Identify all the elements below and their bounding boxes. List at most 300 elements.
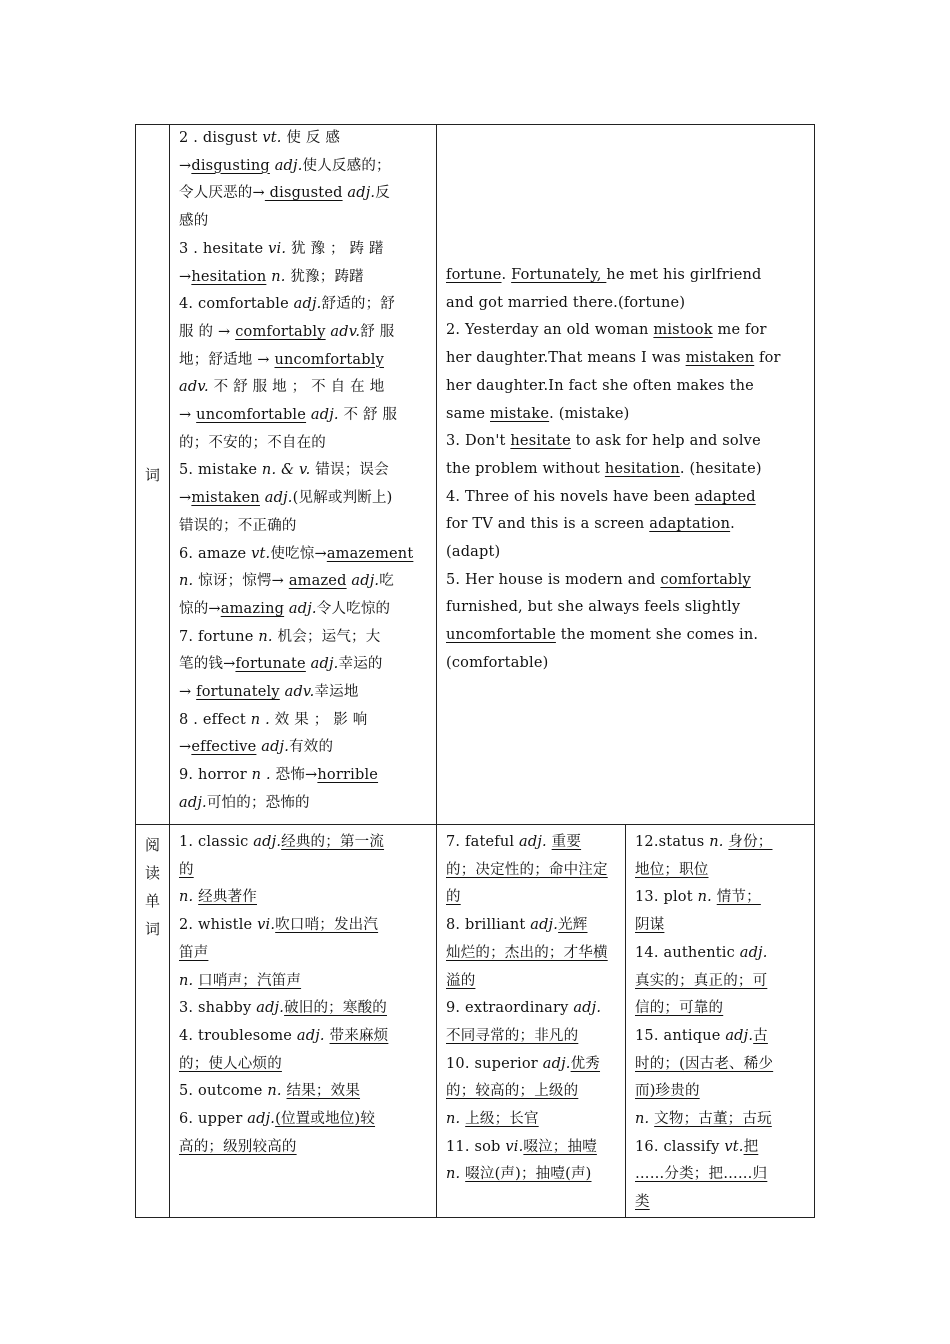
text-segment: 2. Yesterday an old woman bbox=[446, 322, 654, 339]
part-of-speech: adv. bbox=[284, 684, 315, 701]
reading-col3-list bbox=[626, 825, 814, 1217]
text-segment: → bbox=[179, 268, 192, 285]
reading-word-line bbox=[179, 912, 428, 940]
exercise-line bbox=[446, 262, 806, 290]
answer-text: 笛声 bbox=[179, 944, 209, 961]
text-segment: 8. brilliant bbox=[446, 917, 531, 934]
text-segment: the problem without bbox=[446, 460, 605, 477]
reading-word-line bbox=[635, 884, 806, 912]
exercise-line bbox=[446, 317, 806, 345]
reading-word-line bbox=[635, 995, 806, 1023]
word-form-line bbox=[179, 153, 428, 181]
reading-word-line bbox=[446, 912, 617, 940]
text-segment: (见解或判断上) bbox=[292, 490, 393, 507]
part-of-speech: adj. bbox=[542, 1055, 571, 1072]
reading-word-line bbox=[635, 829, 806, 857]
word-forms-list bbox=[170, 125, 436, 818]
part-of-speech: adj. bbox=[253, 834, 282, 850]
answer-text: 古 bbox=[753, 1027, 768, 1044]
text-segment: 错误；误会 bbox=[310, 462, 389, 479]
text-segment: 地；舒适地 → bbox=[179, 351, 275, 368]
word-form-line bbox=[179, 762, 428, 790]
answer-text: mistook bbox=[653, 322, 713, 339]
word-form-entry bbox=[179, 762, 428, 817]
reading-word-line bbox=[635, 1023, 806, 1051]
exercise-line bbox=[446, 539, 806, 567]
text-segment: (adapt) bbox=[446, 544, 501, 561]
text-segment: 犹豫；踌躇 bbox=[285, 268, 364, 285]
text-segment: 3 . hesitate bbox=[179, 240, 269, 257]
answer-text: amazing bbox=[220, 600, 285, 617]
part-of-speech: vi. bbox=[268, 240, 287, 257]
text-segment: 5. mistake bbox=[179, 462, 262, 479]
part-of-speech: adj. bbox=[274, 157, 303, 174]
word-form-line bbox=[179, 624, 428, 652]
answer-text: 地位；职位 bbox=[635, 861, 709, 878]
part-of-speech: adj. bbox=[179, 794, 207, 811]
text-segment: 吃 bbox=[379, 573, 394, 590]
answer-text: hesitate bbox=[510, 433, 571, 450]
answer-text: 的；使人心烦的 bbox=[179, 1055, 282, 1072]
word-form-line bbox=[179, 568, 428, 596]
text-segment: 4. troublesome bbox=[179, 1027, 297, 1044]
word-form-line bbox=[179, 679, 428, 707]
word-form-line bbox=[179, 236, 428, 264]
text-segment: 错误的；不正确的 bbox=[179, 517, 297, 534]
text-segment: 机会；运气；大 bbox=[272, 628, 381, 645]
part-of-speech: adj. bbox=[310, 656, 339, 673]
reading-word-line bbox=[635, 912, 806, 940]
word-form-line bbox=[179, 208, 428, 236]
text-segment: furnished, but she always feels slightly bbox=[446, 599, 741, 616]
part-of-speech: n. bbox=[446, 1166, 461, 1183]
word-form-line bbox=[179, 291, 428, 319]
part-of-speech: adj. bbox=[347, 185, 376, 202]
answer-text: disgusted bbox=[264, 185, 343, 202]
reading-word-line bbox=[446, 968, 617, 996]
reading-word-line bbox=[635, 1051, 806, 1079]
answer-text: 啜泣；抽噎 bbox=[523, 1138, 597, 1155]
reading-label-char: 读 bbox=[144, 864, 160, 882]
answer-text: 情节； bbox=[716, 889, 761, 906]
text-segment: the moment she comes in. bbox=[555, 627, 759, 644]
text-segment: 效 果 ； 影 响 bbox=[269, 711, 368, 728]
text-segment: 15. antique bbox=[635, 1027, 726, 1044]
reading-word-line bbox=[446, 857, 617, 885]
part-of-speech: n. bbox=[635, 1111, 650, 1128]
text-segment: 舒适的；舒 bbox=[321, 296, 395, 313]
exercises-cell bbox=[437, 125, 815, 825]
reading-word-line bbox=[446, 1161, 617, 1189]
answer-text: 吹口哨；发出汽 bbox=[275, 917, 379, 934]
word-form-line bbox=[179, 790, 428, 818]
answer-text: 的 bbox=[179, 861, 194, 878]
answer-text: 文物；古董；古玩 bbox=[654, 1111, 772, 1128]
answer-text: 时的；(因古老、稀少 bbox=[635, 1055, 774, 1072]
answer-text: 光辉 bbox=[558, 917, 588, 934]
answer-text: 破旧的；寒酸的 bbox=[284, 1000, 387, 1017]
word-form-line bbox=[179, 374, 428, 402]
answer-text: 身份； bbox=[728, 834, 773, 850]
text-segment: 14. authentic bbox=[635, 944, 740, 961]
vocab-label-cell bbox=[136, 125, 170, 825]
text-segment: 12.status bbox=[635, 834, 710, 850]
exercise-line bbox=[446, 456, 806, 484]
reading-label-char: 词 bbox=[144, 920, 160, 938]
text-segment: 11. sob bbox=[446, 1138, 506, 1155]
part-of-speech: adj. bbox=[519, 834, 547, 850]
answer-text: 不同寻常的；非凡的 bbox=[446, 1027, 579, 1044]
part-of-speech: n. bbox=[697, 889, 712, 906]
part-of-speech: n. bbox=[258, 628, 273, 645]
text-segment: → bbox=[179, 739, 192, 756]
reading-word-line bbox=[179, 940, 428, 968]
answer-text: comfortably bbox=[660, 571, 751, 588]
reading-label-char: 单 bbox=[144, 892, 160, 910]
answer-text: 而)珍贵的 bbox=[635, 1083, 700, 1100]
text-segment: . bbox=[501, 267, 512, 283]
answer-text: mistaken bbox=[191, 490, 260, 507]
text-segment: 可怕的；恐怖的 bbox=[206, 794, 310, 811]
part-of-speech: n. bbox=[271, 268, 286, 285]
word-form-entry bbox=[179, 707, 428, 762]
exercise-line bbox=[446, 345, 806, 373]
reading-label bbox=[136, 825, 169, 943]
exercise-item bbox=[446, 567, 806, 678]
part-of-speech: adj. bbox=[296, 1027, 325, 1044]
word-form-entry bbox=[179, 125, 428, 291]
text-segment: 6. amaze bbox=[179, 545, 252, 562]
reading-word-line bbox=[635, 1106, 806, 1134]
reading-word-line bbox=[446, 1023, 617, 1051]
text-segment: 不 舒 服 地 ； 不 自 在 地 bbox=[208, 379, 385, 396]
text-segment: 惊的→ bbox=[179, 600, 221, 617]
text-segment: 感的 bbox=[179, 213, 209, 230]
exercise-line bbox=[446, 290, 806, 318]
answer-text: 灿烂的；杰出的；才华横 bbox=[446, 944, 608, 961]
answer-text: 的 bbox=[446, 889, 461, 906]
word-form-line bbox=[179, 264, 428, 292]
exercise-item bbox=[446, 484, 806, 567]
word-form-line bbox=[179, 541, 428, 569]
word-form-line bbox=[179, 485, 428, 513]
text-segment: 4. Three of his novels have been bbox=[446, 488, 695, 505]
reading-word-line bbox=[446, 1134, 617, 1162]
word-form-entry bbox=[179, 291, 428, 457]
reading-word-line bbox=[446, 940, 617, 968]
exercise-line bbox=[446, 511, 806, 539]
reading-word-line bbox=[179, 1078, 428, 1106]
part-of-speech: adj. bbox=[288, 600, 317, 617]
part-of-speech: vi. bbox=[257, 917, 276, 934]
part-of-speech: adj. bbox=[293, 296, 322, 313]
reading-word-line bbox=[179, 995, 428, 1023]
text-segment: . bbox=[730, 516, 735, 533]
reading-col1-list bbox=[170, 825, 436, 1161]
text-segment: 反 bbox=[375, 185, 390, 202]
text-segment: 7. fateful bbox=[446, 834, 520, 850]
text-segment: . (hesitate) bbox=[679, 460, 762, 477]
reading-word-line bbox=[446, 1106, 617, 1134]
part-of-speech: adj. bbox=[247, 1111, 276, 1128]
part-of-speech: n. bbox=[446, 1111, 461, 1128]
text-segment: same bbox=[446, 405, 491, 422]
text-segment: her daughter.In fact she often makes the bbox=[446, 377, 754, 394]
text-segment: 9. horror bbox=[179, 767, 252, 784]
text-segment: me for bbox=[712, 322, 767, 339]
answer-text: 的；较高的；上级的 bbox=[446, 1083, 579, 1100]
answer-text: amazed bbox=[288, 573, 347, 590]
answer-text: 口哨声；汽笛声 bbox=[198, 972, 302, 989]
text-segment: 不 舒 服 bbox=[338, 407, 398, 424]
answer-text: fortune bbox=[446, 267, 502, 283]
text-segment: → bbox=[179, 407, 197, 424]
text-segment: 幸运地 bbox=[314, 684, 359, 701]
text-segment: 10. superior bbox=[446, 1055, 543, 1072]
word-form-entry bbox=[179, 457, 428, 540]
text-segment: 笔的钱→ bbox=[179, 656, 236, 673]
word-forms-row bbox=[136, 125, 815, 825]
text-segment: 服 的 → bbox=[179, 323, 236, 340]
text-segment: 令人厌恶的→ bbox=[179, 185, 265, 202]
answer-text: 优秀 bbox=[570, 1055, 601, 1072]
answer-text: horrible bbox=[317, 767, 379, 784]
exercise-line bbox=[446, 650, 806, 678]
word-form-entry bbox=[179, 541, 428, 624]
text-segment: 1. classic bbox=[179, 834, 254, 850]
word-form-line bbox=[179, 430, 428, 458]
reading-words-row bbox=[136, 825, 815, 1218]
reading-word-line bbox=[635, 857, 806, 885]
reading-word-line bbox=[635, 968, 806, 996]
text-segment: 使吃惊→ bbox=[270, 545, 327, 562]
answer-text: comfortably bbox=[235, 323, 326, 340]
answer-text: fortunately bbox=[196, 684, 280, 701]
answer-text: 类 bbox=[635, 1194, 650, 1211]
answer-text: (位置或地位)较 bbox=[275, 1111, 376, 1128]
reading-word-line bbox=[446, 1078, 617, 1106]
reading-label-char: 阅 bbox=[144, 836, 160, 854]
part-of-speech: adj. bbox=[739, 944, 768, 961]
word-form-line bbox=[179, 513, 428, 541]
part-of-speech: n . bbox=[251, 767, 271, 784]
text-segment: . (mistake) bbox=[549, 405, 630, 422]
part-of-speech: adj. bbox=[725, 1027, 754, 1044]
answer-text: 溢的 bbox=[446, 972, 476, 989]
answer-text: mistaken bbox=[685, 350, 755, 367]
part-of-speech: adj. bbox=[573, 1000, 602, 1017]
exercise-item bbox=[446, 262, 806, 317]
text-segment: → bbox=[179, 157, 192, 174]
reading-col2-cell bbox=[437, 825, 626, 1218]
answer-text: amazement bbox=[326, 545, 414, 562]
answer-text: uncomfortably bbox=[274, 351, 384, 368]
answer-text: mistake bbox=[490, 405, 550, 422]
exercise-line bbox=[446, 373, 806, 401]
part-of-speech: adj. bbox=[530, 917, 559, 934]
reading-word-line bbox=[446, 884, 617, 912]
text-segment: 惊讶；惊愕→ bbox=[193, 573, 289, 590]
text-segment: 3. Don't bbox=[446, 433, 511, 450]
part-of-speech: adj. bbox=[256, 1000, 285, 1017]
text-segment: 舒 服 bbox=[360, 323, 395, 340]
answer-text: hesitation bbox=[604, 460, 680, 477]
vocab-label-wrap bbox=[136, 125, 169, 824]
answer-text: 把 bbox=[743, 1138, 759, 1155]
text-segment: 2. whistle bbox=[179, 917, 258, 934]
answer-text: 经典著作 bbox=[198, 889, 257, 906]
part-of-speech: adj. bbox=[264, 490, 293, 507]
word-form-line bbox=[179, 180, 428, 208]
exercise-line bbox=[446, 428, 806, 456]
text-segment: to ask for help and solve bbox=[570, 433, 761, 450]
reading-word-line bbox=[179, 1023, 428, 1051]
reading-word-line bbox=[179, 884, 428, 912]
word-form-line bbox=[179, 651, 428, 679]
reading-label-cell bbox=[136, 825, 170, 1218]
reading-word-line bbox=[179, 968, 428, 996]
text-segment: → bbox=[179, 490, 192, 507]
part-of-speech: n. bbox=[709, 834, 724, 850]
answer-text: uncomfortable bbox=[446, 627, 556, 644]
part-of-speech: adj. bbox=[261, 739, 290, 756]
answer-text: uncomfortable bbox=[196, 407, 307, 424]
vocabulary-table bbox=[135, 124, 815, 1218]
part-of-speech: adj. bbox=[310, 407, 339, 424]
answer-text: 结果；效果 bbox=[286, 1083, 361, 1100]
answer-text: 啜泣(声)；抽噎(声) bbox=[465, 1166, 592, 1183]
text-segment: 幸运的 bbox=[338, 656, 383, 673]
answer-text: 的；决定性的；命中注定 bbox=[446, 861, 608, 878]
part-of-speech: n . bbox=[250, 711, 270, 728]
word-form-line bbox=[179, 319, 428, 347]
reading-word-line bbox=[635, 1161, 806, 1189]
answer-text: fortunate bbox=[235, 656, 306, 673]
answer-text: 上级；长官 bbox=[465, 1111, 539, 1128]
answer-text: 经典的；第一流 bbox=[281, 834, 385, 850]
exercise-line bbox=[446, 484, 806, 512]
answer-text: adapted bbox=[694, 488, 756, 505]
text-segment: for TV and this is a screen bbox=[446, 516, 650, 533]
word-form-line bbox=[179, 457, 428, 485]
part-of-speech: n. bbox=[267, 1083, 282, 1100]
exercise-item bbox=[446, 317, 806, 428]
text-segment: for bbox=[754, 350, 781, 367]
text-segment: 恐怖→ bbox=[270, 767, 318, 784]
part-of-speech: n. bbox=[179, 889, 194, 906]
part-of-speech: vt. bbox=[262, 130, 282, 146]
part-of-speech: n. bbox=[179, 573, 194, 590]
part-of-speech: n. & v. bbox=[261, 462, 311, 479]
word-form-line bbox=[179, 734, 428, 762]
part-of-speech: n. bbox=[179, 972, 194, 989]
text-segment: → bbox=[179, 684, 197, 701]
text-segment: 7. fortune bbox=[179, 628, 259, 645]
text-segment: and got married there.(fortune) bbox=[446, 294, 686, 311]
reading-word-line bbox=[635, 940, 806, 968]
reading-word-line bbox=[446, 1051, 617, 1079]
answer-text: 高的；级别较高的 bbox=[179, 1138, 297, 1155]
word-forms-cell bbox=[170, 125, 437, 825]
text-segment: he met his girlfriend bbox=[606, 267, 762, 283]
word-form-line bbox=[179, 596, 428, 624]
vocab-label: 词 bbox=[144, 465, 160, 484]
reading-word-line bbox=[179, 1134, 428, 1162]
exercise-line bbox=[446, 401, 806, 429]
reading-word-line bbox=[446, 829, 617, 857]
word-form-line bbox=[179, 402, 428, 430]
reading-col2-list bbox=[437, 825, 625, 1189]
answer-text: 阴谋 bbox=[635, 917, 665, 934]
reading-word-line bbox=[179, 829, 428, 857]
text-segment: (comfortable) bbox=[446, 654, 549, 671]
answer-text: disgusting bbox=[191, 157, 270, 174]
reading-word-line bbox=[179, 1106, 428, 1134]
reading-col1-cell bbox=[170, 825, 437, 1218]
answer-text: adaptation bbox=[649, 516, 731, 533]
reading-word-line bbox=[635, 1189, 806, 1217]
text-segment: 5. outcome bbox=[179, 1083, 268, 1100]
part-of-speech: vt. bbox=[724, 1138, 744, 1155]
exercises-list bbox=[437, 125, 814, 678]
answer-text: 重要 bbox=[551, 834, 582, 850]
answer-text: ……分类；把……归 bbox=[635, 1166, 768, 1183]
answer-text: Fortunately, bbox=[511, 267, 607, 283]
text-segment: 9. extraordinary bbox=[446, 1000, 574, 1017]
reading-word-line bbox=[635, 1078, 806, 1106]
part-of-speech: vi. bbox=[505, 1138, 524, 1155]
text-segment: 16. classify bbox=[635, 1138, 725, 1155]
part-of-speech: adj. bbox=[351, 573, 380, 590]
word-form-line bbox=[179, 347, 428, 375]
text-segment: 2 . disgust bbox=[179, 130, 263, 146]
text-segment: 犹 豫 ； 踌 躇 bbox=[286, 240, 384, 257]
text-segment: 令人吃惊的 bbox=[316, 600, 391, 617]
text-segment: 的；不安的；不自在的 bbox=[179, 434, 326, 451]
reading-word-line bbox=[179, 1051, 428, 1079]
answer-text: hesitation bbox=[191, 268, 267, 285]
part-of-speech: vt. bbox=[251, 545, 271, 562]
text-segment: 3. shabby bbox=[179, 1000, 257, 1017]
word-form-line bbox=[179, 707, 428, 735]
answer-text: 信的；可靠的 bbox=[635, 1000, 724, 1017]
answer-text: effective bbox=[191, 739, 257, 756]
part-of-speech: adv. bbox=[179, 379, 209, 396]
answer-text: 真实的；真正的；可 bbox=[635, 972, 768, 989]
text-segment: 使 反 感 bbox=[281, 130, 341, 146]
exercise-item bbox=[446, 428, 806, 483]
text-segment: 8 . effect bbox=[179, 711, 251, 728]
text-segment: 4. comfortable bbox=[179, 296, 294, 313]
word-form-entry bbox=[179, 624, 428, 707]
exercise-line bbox=[446, 622, 806, 650]
text-segment: 6. upper bbox=[179, 1111, 248, 1128]
exercise-line bbox=[446, 567, 806, 595]
word-form-line bbox=[179, 125, 428, 153]
text-segment: 使人反感的； bbox=[302, 157, 391, 174]
part-of-speech: adv. bbox=[330, 323, 361, 340]
answer-text: 带来麻烦 bbox=[329, 1027, 389, 1044]
reading-word-line bbox=[446, 995, 617, 1023]
text-segment: 5. Her house is modern and bbox=[446, 571, 661, 588]
reading-col3-cell bbox=[626, 825, 815, 1218]
reading-word-line bbox=[635, 1134, 806, 1162]
text-segment: her daughter.That means I was bbox=[446, 350, 686, 367]
exercise-line bbox=[446, 594, 806, 622]
reading-word-line bbox=[179, 857, 428, 885]
text-segment: 13. plot bbox=[635, 889, 698, 906]
text-segment: 有效的 bbox=[289, 739, 334, 756]
